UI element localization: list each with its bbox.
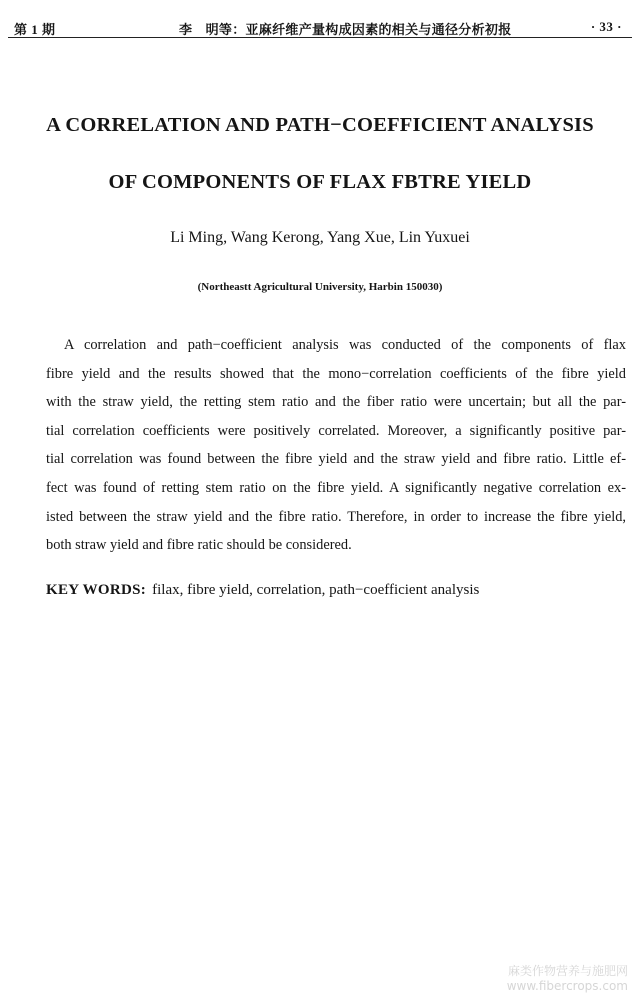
abstract-line: A correlation and path−coefficient analysis was conducted of the components of flax bbox=[64, 337, 626, 353]
running-title: 李 明等：亚麻纤维产量构成因素的相关与通径分析初报 bbox=[179, 22, 512, 37]
watermark-url: www.fibercrops.com bbox=[506, 979, 628, 993]
abstract-line: fect was found of retting stem ratio on the fibre yield. A significantly negative correlation ex- bbox=[46, 479, 626, 496]
abstract-line: isted between the straw yield and the fibre ratio. Therefore, in order to increase the fibre yield, bbox=[46, 508, 626, 525]
keywords bbox=[46, 582, 479, 599]
paper-title-line-2: OF COMPONENTS OF FLAX FBTRE YIELD bbox=[108, 171, 532, 193]
keywords-text: filax, fibre yield, correlation, path−coefficient analysis bbox=[152, 582, 480, 598]
paper-title-line-1: A CORRELATION AND PATH−COEFFICIENT ANALYSIS bbox=[46, 114, 594, 136]
keywords-label: KEY WORDS: bbox=[46, 582, 147, 598]
page-number: · 33 · bbox=[590, 19, 622, 34]
issue-number: 第 1 期 bbox=[14, 22, 56, 37]
watermark-site-name: 麻类作物营养与施肥网 bbox=[507, 964, 628, 978]
affiliation: (Northeastt Agricultural University, Harbin 150030) bbox=[197, 281, 443, 293]
author-list: Li Ming, Wang Kerong, Yang Xue, Lin Yuxuei bbox=[170, 229, 470, 246]
site-watermark bbox=[507, 964, 628, 994]
abstract-line: tial correlation coefficients were positively correlated. Moreover, a significantly positive par- bbox=[46, 422, 626, 439]
running-header bbox=[14, 15, 628, 39]
abstract-line: fibre yield and the results showed that the mono−correlation coefficients of the fibre yield bbox=[46, 365, 626, 382]
abstract-line: tial correlation was found between the fibre yield and the straw yield and fibre ratio. Little ef- bbox=[46, 451, 626, 468]
abstract-line: both straw yield and fibre ratic should be considered. bbox=[46, 537, 352, 554]
header-rule bbox=[8, 37, 632, 38]
abstract-line: with the straw yield, the retting stem ratio and the fiber ratio were uncertain; but all the par- bbox=[46, 394, 626, 411]
abstract bbox=[46, 331, 626, 560]
